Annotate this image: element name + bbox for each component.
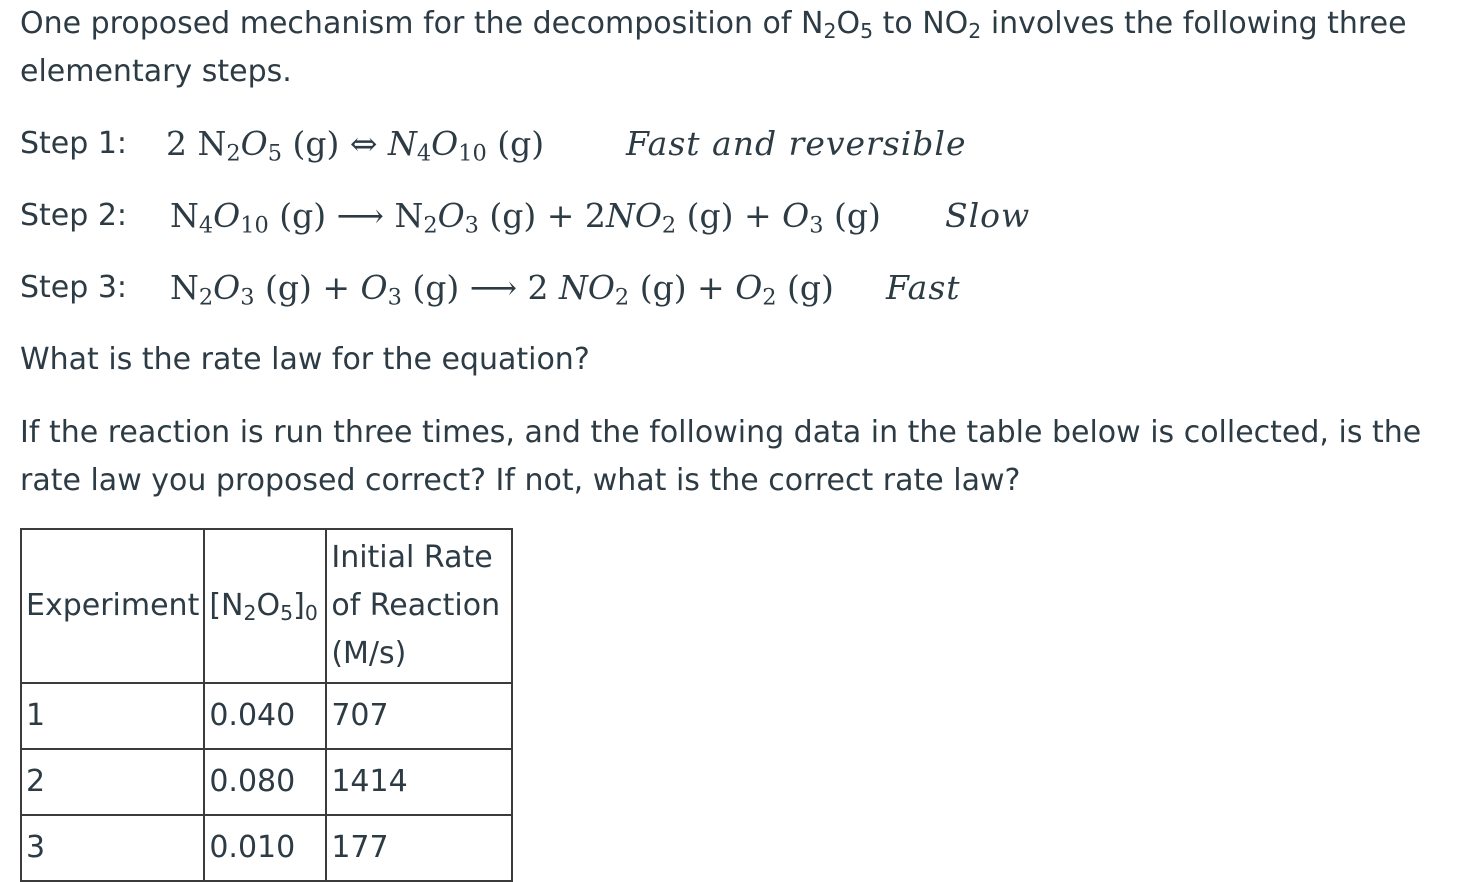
table-row	[21, 749, 512, 815]
cell-rate: 1414	[326, 749, 512, 815]
step-1-equation: 2 $N_2O_5$ (g) ⇔ $N_4O_{10}$ (g)	[166, 124, 545, 167]
step-3-note: Fast	[886, 268, 961, 307]
step-2-label: Step 2:	[20, 198, 128, 233]
table-row	[21, 683, 512, 749]
question-data: If the reaction is run three times, and the following data in the table below is collected, is the rate law you proposed correct? If not, what is the correct rate law?	[20, 415, 1422, 498]
question-rate-law: What is the rate law for the equation?	[20, 342, 590, 377]
header-initial-rate: Initial Rate of Reaction (M/s)	[326, 529, 512, 683]
step-1-label: Step 1:	[20, 126, 128, 161]
cell-concentration: 0.040	[204, 683, 326, 749]
table-row	[21, 815, 512, 881]
header-experiment: Experiment	[21, 529, 204, 683]
cell-experiment: 3	[21, 815, 204, 881]
cell-rate: 177	[326, 815, 512, 881]
step-3-label: Step 3:	[20, 270, 128, 305]
cell-rate: 707	[326, 683, 512, 749]
step-2-note: Slow	[945, 196, 1031, 235]
header-concentration: $[N_2O_5]_0$	[204, 529, 326, 683]
cell-experiment: 1	[21, 683, 204, 749]
step-1-note: Fast and reversible	[626, 124, 967, 163]
step-2-equation: $N_4O_{10}$ (g) ⟶ $N_2O_3$ $(g) + 2NO_2$ $(g) + O_3$ (g)	[170, 196, 881, 239]
step-3-equation: $N_2O_3$ $(g) + O_3$ (g) ⟶ 2 $NO_2$ $(g) + O_2$ (g)	[170, 268, 834, 311]
data-table	[20, 528, 513, 882]
cell-experiment: 2	[21, 749, 204, 815]
cell-concentration: 0.010	[204, 815, 326, 881]
cell-concentration: 0.080	[204, 749, 326, 815]
table-header-row	[21, 529, 512, 683]
intro-paragraph: One proposed mechanism for the decomposition of $N_2O_5$ to $NO_2$ involves the following three elementary steps.	[20, 6, 1407, 89]
